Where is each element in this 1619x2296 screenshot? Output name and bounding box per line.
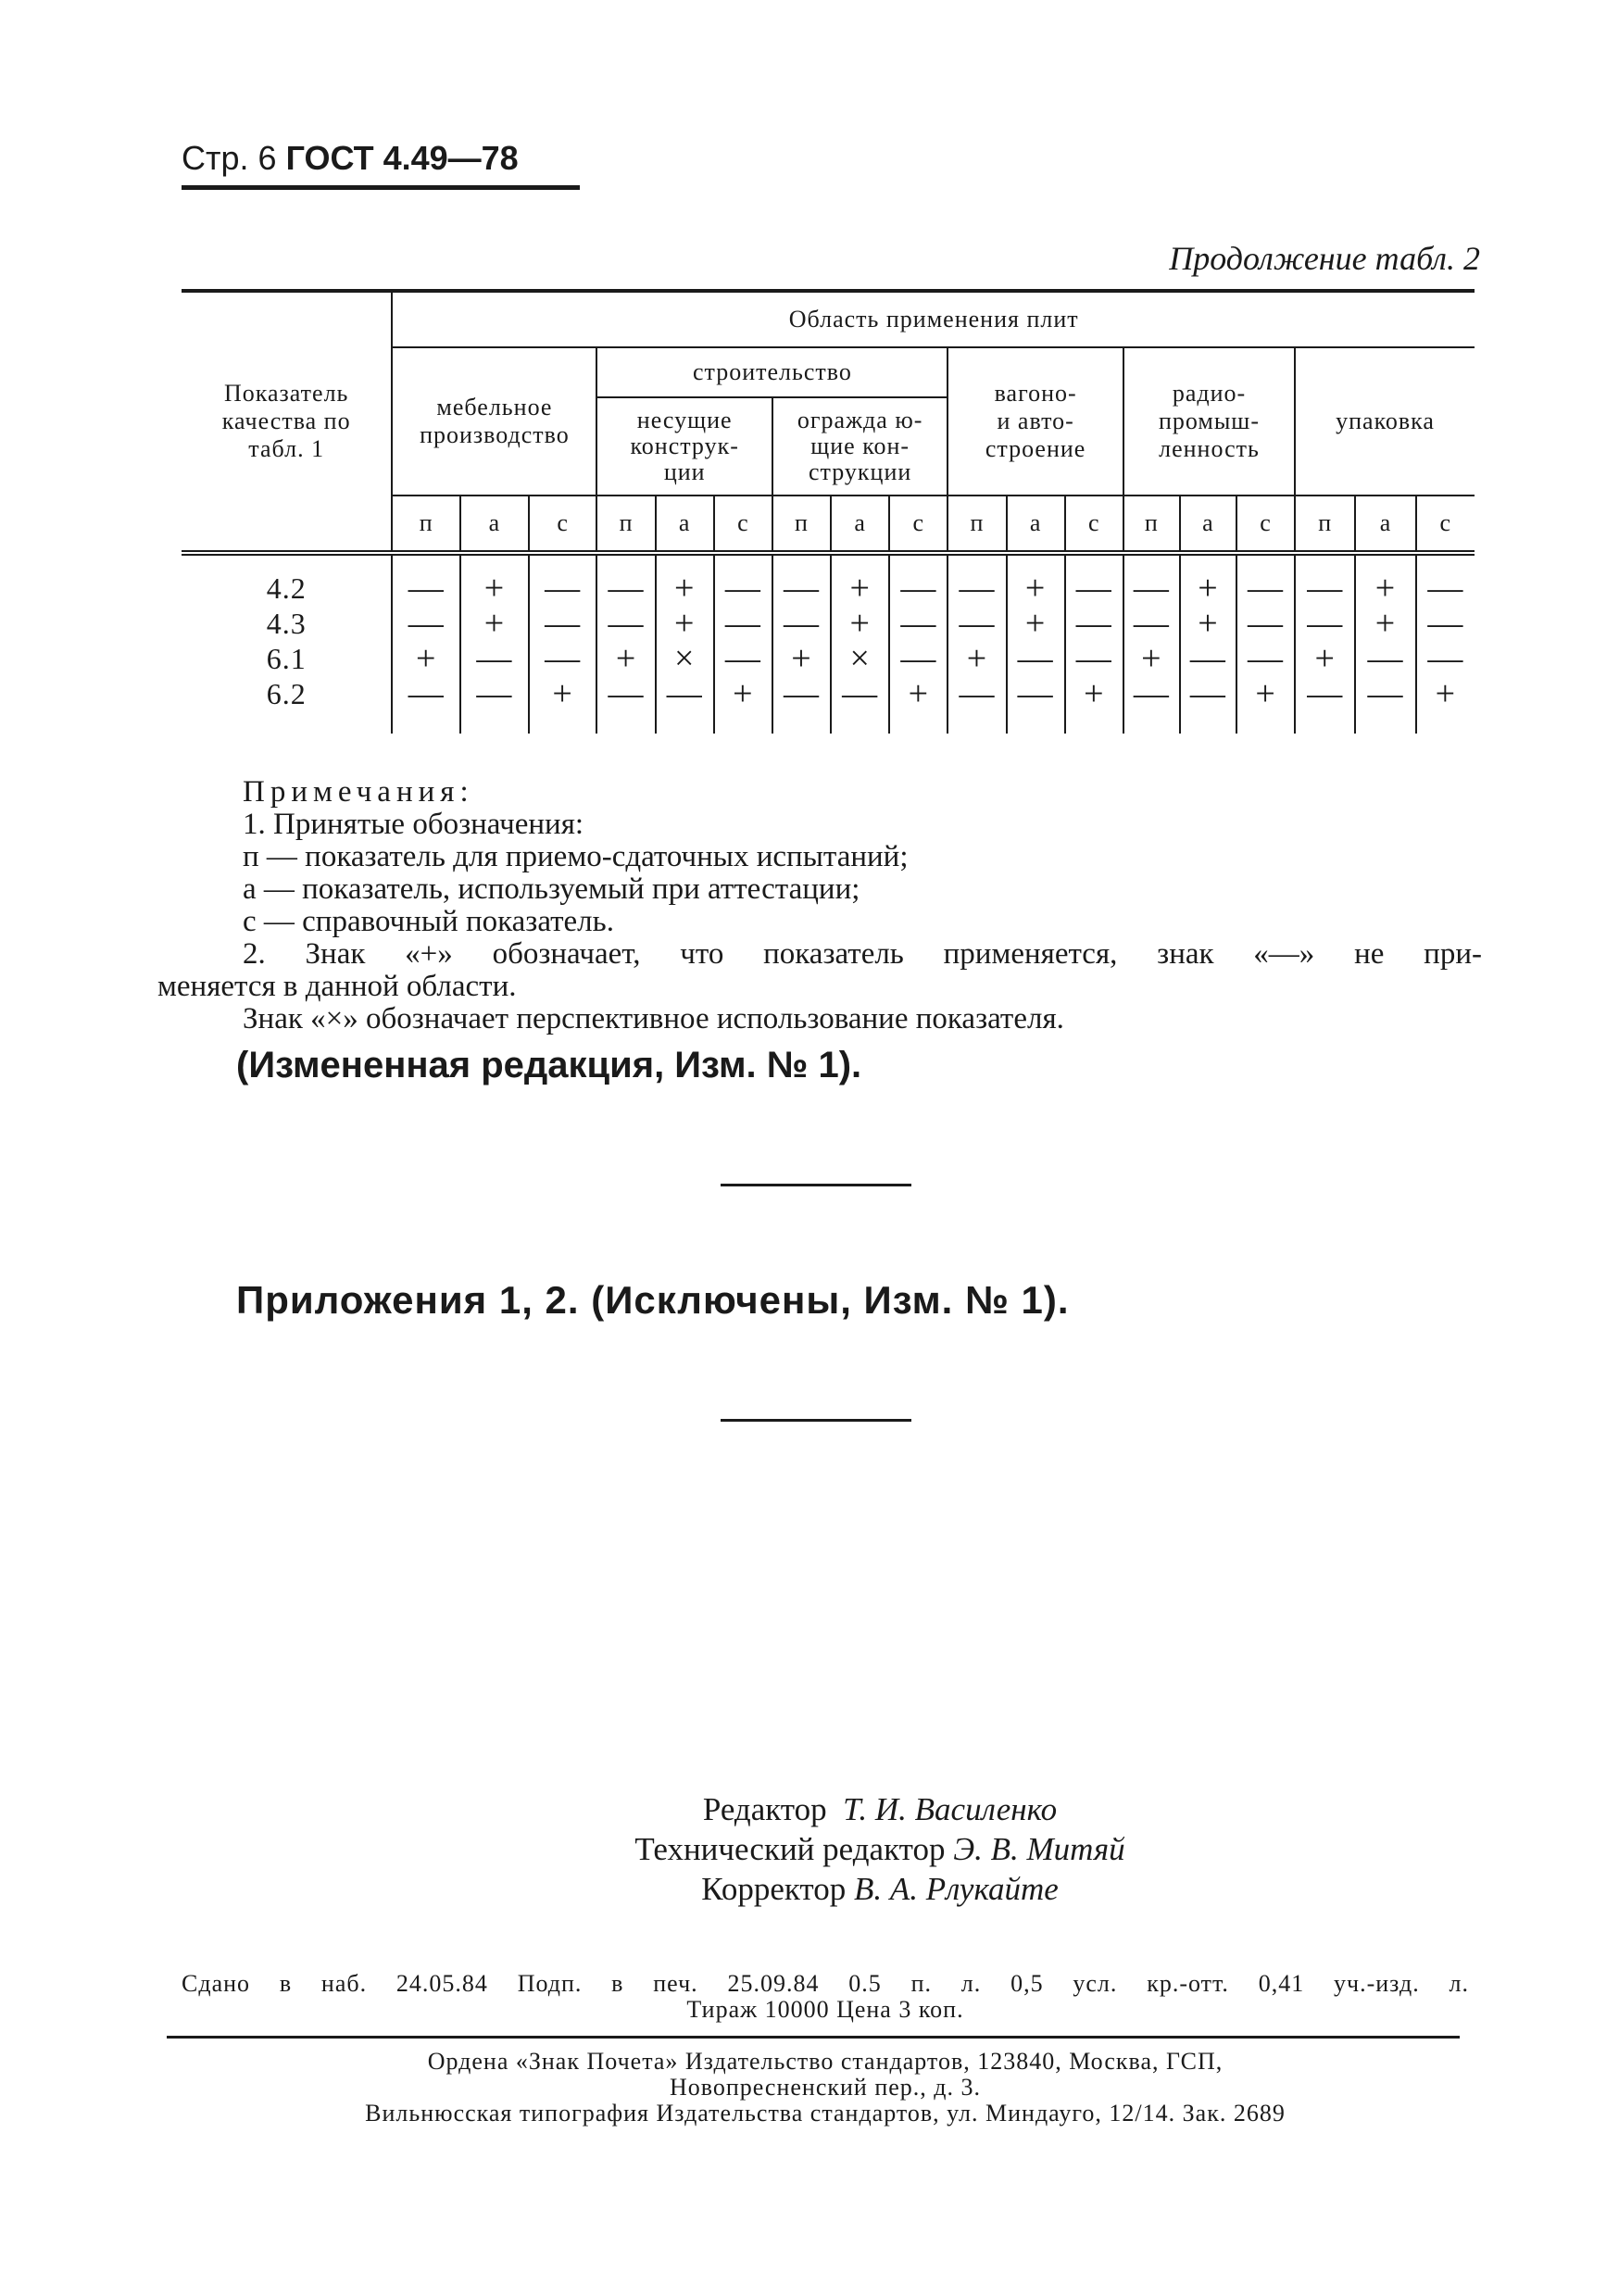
tech-editor-line: Технический редактор Э. В. Митяй [634,1831,1125,1867]
table-row [182,606,1475,641]
table-cell: — [392,571,460,606]
table-cell: — [1416,606,1475,641]
table-cell: — [656,676,714,711]
subcol: а [656,496,714,553]
group-enclosing: огражда ю- щие кон- струкции [772,397,948,496]
table-cell: — [529,606,597,641]
table-cell: + [1180,606,1236,641]
table-cell: + [1355,606,1415,641]
table-cell: — [1355,641,1415,676]
table-row [182,641,1475,676]
table-cell: + [948,641,1006,676]
table-cell: × [831,641,889,676]
group-packaging: упаковка [1295,347,1475,496]
table-cell: + [656,571,714,606]
publisher-line-1: Ордена «Знак Почета» Издательство стандартов, 123840, Москва, ГСП, [427,2048,1224,2075]
proofreader-line: Корректор В. А. Рлукайте [701,1871,1059,1907]
table-cell: — [889,641,948,676]
table-row [182,676,1475,711]
table-cell: — [1123,676,1180,711]
table-cell: — [460,641,529,676]
table-cell: — [1416,571,1475,606]
table-continuation-caption: Продолжение табл. 2 [1169,240,1480,277]
table-cell: — [1065,641,1123,676]
notes-block [157,776,1482,1035]
page-header [182,139,519,178]
table-cell: — [1180,641,1236,676]
table-cell: — [1007,676,1065,711]
table-cell: + [1007,571,1065,606]
table-cell: — [596,571,655,606]
table-cell: — [1295,606,1355,641]
table-cell: — [1065,606,1123,641]
table-cell: — [460,676,529,711]
page-number: Стр. 6 [182,139,277,177]
note-item-2: 2. Знак «+» обозначает, что показатель применяется, знак «—» не при- [243,937,1482,971]
table-cell: + [1416,676,1475,711]
table-cell: — [596,676,655,711]
subcol: с [1416,496,1475,553]
note-cross-sign: Знак «×» обозначает перспективное использование показателя. [243,1002,1064,1035]
area-header: Область применения плит [392,291,1475,347]
table-cell: — [1123,571,1180,606]
definition-c: с — справочный показатель. [243,905,614,938]
table-cell: — [772,676,831,711]
group-furniture: мебельное производство [392,347,596,496]
application-table [182,289,1475,734]
imprint-block [182,1971,1469,2023]
divider-rule [721,1184,911,1186]
subcol: а [1355,496,1415,553]
group-wagon: вагоно- и авто- строение [948,347,1123,496]
table-cell: — [1236,641,1295,676]
table-cell: — [1295,676,1355,711]
table-cell: — [1295,571,1355,606]
table-cell: + [1355,571,1415,606]
table-cell: — [1236,571,1295,606]
table-cell: — [1416,641,1475,676]
table-cell: — [772,606,831,641]
table-cell: — [1236,606,1295,641]
subcol: п [948,496,1006,553]
group-bearing: несущие конструк- ции [596,397,772,496]
notes-title: Примечания: [243,775,474,809]
table-cell: + [1065,676,1123,711]
table-cell: — [529,571,597,606]
table-cell: + [392,641,460,676]
table-cell: + [1180,571,1236,606]
editor-line: Редактор Т. И. Василенко [702,1791,1058,1827]
subcol: п [596,496,655,553]
table-cell: — [714,641,772,676]
table-cell: + [596,641,655,676]
indicator-key: 6.1 [266,641,307,675]
indicator-key: 4.2 [266,571,307,605]
table-cell: — [529,641,597,676]
table-cell: + [889,676,948,711]
table-cell: — [1065,571,1123,606]
table-cell: + [1123,641,1180,676]
subcol: с [889,496,948,553]
table-cell: + [656,606,714,641]
publisher-line-3: Вильнюсская типография Издательства стандартов, ул. Миндауго, 12/14. Зак. 2689 [365,2100,1286,2127]
imprint-rule [167,2036,1460,2039]
table-cell: — [714,606,772,641]
divider-rule [721,1419,911,1422]
table-cell: — [392,606,460,641]
group-construction: строительство [596,347,948,397]
table-cell: — [772,571,831,606]
appendix-excluded: Приложения 1, 2. (Исключены, Изм. № 1). [236,1278,1070,1322]
table-cell: — [1123,606,1180,641]
group-radio: радио- промыш- ленность [1123,347,1295,496]
imprint-line-2: Тираж 10000 Цена 3 коп. [686,1996,964,2023]
subcol: а [460,496,529,553]
subcol: а [1180,496,1236,553]
table-cell: — [1007,641,1065,676]
publisher-block [182,2049,1469,2127]
table-cell: + [460,606,529,641]
table-cell: — [1355,676,1415,711]
standard-number: ГОСТ 4.49—78 [285,139,519,177]
table-cell: + [1236,676,1295,711]
subcol: с [1065,496,1123,553]
publisher-line-2: Новопресненский пер., д. 3. [669,2074,982,2101]
table-cell: + [772,641,831,676]
indicator-key: 6.2 [266,676,307,710]
subcol: п [1123,496,1180,553]
table-cell: — [948,676,1006,711]
note-item-1: 1. Принятые обозначения: [243,808,584,841]
table-cell: — [889,606,948,641]
table-cell: — [714,571,772,606]
table-cell: — [596,606,655,641]
imprint-line-1: Сдано в наб. 24.05.84 Подп. в печ. 25.09.84 0.5 п. л. 0,5 усл. кр.-отт. 0,41 уч.-изд. л. [182,1970,1469,1997]
subcol: с [529,496,597,553]
header-rule [182,185,580,190]
indicator-header: Показатель качества по табл. 1 [182,291,392,553]
table-cell: × [656,641,714,676]
note-item-2-cont: меняется в данной области. [157,970,517,1003]
subcol: п [1295,496,1355,553]
table-row [182,571,1475,606]
subcol: п [392,496,460,553]
subcol: п [772,496,831,553]
subcol: с [1236,496,1295,553]
subcol: с [714,496,772,553]
definition-a: а — показатель, используемый при аттестации; [243,872,860,906]
table-cell: — [948,571,1006,606]
amended-edition: (Измененная редакция, Изм. № 1). [236,1045,862,1085]
table-cell: + [831,571,889,606]
table-cell: + [1007,606,1065,641]
subcol: а [1007,496,1065,553]
table-cell: + [1295,641,1355,676]
table-cell: + [714,676,772,711]
table-cell: + [529,676,597,711]
table-cell: — [831,676,889,711]
table-cell: — [889,571,948,606]
table-cell: — [1180,676,1236,711]
definition-p: п — показатель для приемо-сдаточных испытаний; [243,840,909,873]
subcol: а [831,496,889,553]
table-cell: + [831,606,889,641]
table-cell: — [948,606,1006,641]
table-cell: — [392,676,460,711]
table-cell: + [460,571,529,606]
indicator-key: 4.3 [266,606,307,640]
